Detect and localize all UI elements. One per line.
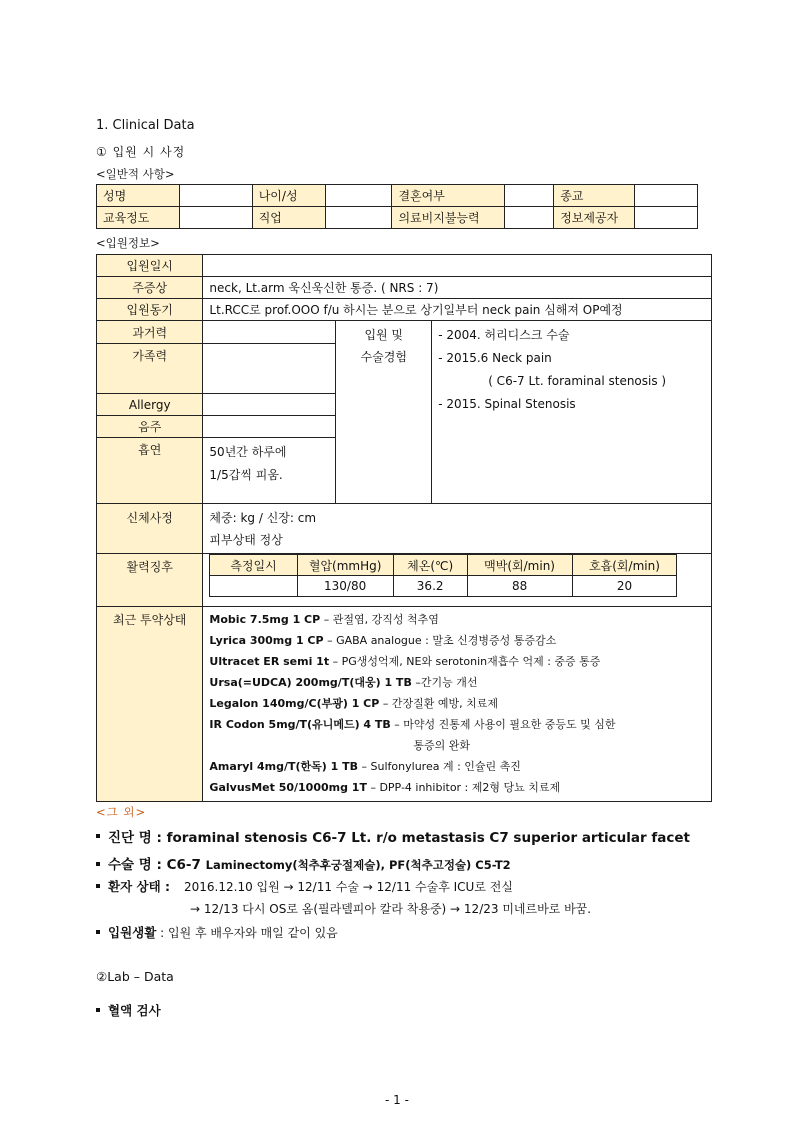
history-item: - 2015.6 Neck pain	[438, 351, 552, 365]
allergy-label: Allergy	[97, 394, 203, 416]
vital-value: 88	[467, 576, 572, 597]
lab-data-title: ②Lab – Data	[96, 969, 174, 984]
history-item: ( C6-7 Lt. foraminal stenosis )	[488, 374, 667, 388]
age-sex-value[interactable]	[325, 185, 392, 207]
general-info-table	[96, 184, 698, 229]
medication-name: Amaryl 4mg/T(한독) 1 TB	[209, 760, 359, 773]
hospital-life-text: : 입원 후 배우자와 매일 같이 있음	[156, 926, 338, 940]
bullet-icon	[96, 1008, 100, 1012]
vital-signs-cell	[203, 554, 712, 607]
past-history-value[interactable]	[203, 321, 336, 344]
medication-desc: – 간장질환 예방, 치료제	[379, 697, 498, 710]
education-label: 교육정도	[97, 207, 180, 229]
other-label: <그 외>	[96, 805, 147, 819]
medication-name: GalvusMet 50/1000mg 1T	[209, 781, 367, 794]
medication-desc: – Sulfonylurea 계 : 인슐린 촉진	[358, 760, 521, 773]
medication-desc: – DPP-4 inhibitor : 제2형 당뇨 치료제	[366, 781, 561, 794]
admission-table	[96, 254, 712, 802]
diagnosis-text: 진단 명 : foraminal stenosis C6-7 Lt. r/o metastasis C7 superior articular facet	[108, 830, 690, 846]
medication-item	[209, 777, 705, 798]
name-value[interactable]	[179, 185, 252, 207]
medications-list	[203, 607, 712, 802]
admission-date-label: 입원일시	[97, 255, 203, 277]
patient-status-text: 2016.12.10 입원 → 12/11 수술 → 12/11 수술후 ICU로 전실	[184, 880, 513, 894]
medication-name: Ursa(=UDCA) 200mg/T(대웅) 1 TB	[209, 676, 412, 689]
vital-value: 20	[572, 576, 677, 597]
motive-value: Lt.RCC로 prof.OOO f/u 하시는 분으로 상기일부터 neck pain 심해져 OP예정	[203, 299, 712, 321]
education-value[interactable]	[179, 207, 252, 229]
hospital-life-label: 입원생활	[108, 925, 157, 940]
bullet-icon	[96, 834, 100, 838]
allergy-value[interactable]	[203, 394, 336, 416]
smoking-label: 흡연	[97, 438, 203, 504]
vital-signs-label: 활력징후	[97, 554, 203, 607]
hospital-life-line	[96, 923, 338, 941]
medication-desc: –간기능 개선	[411, 676, 478, 689]
medication-item	[209, 756, 705, 777]
diagnosis-line	[96, 826, 690, 846]
medication-desc: – GABA analogue : 말초 신경병증성 통증감소	[323, 634, 557, 647]
history-item: - 2015. Spinal Stenosis	[438, 397, 576, 411]
medication-item	[209, 735, 705, 756]
job-value[interactable]	[325, 207, 392, 229]
vital-header: 호흡(회/min)	[572, 555, 677, 576]
family-history-label: 가족력	[97, 344, 203, 394]
age-sex-label: 나이/성	[252, 185, 325, 207]
marital-value[interactable]	[505, 185, 554, 207]
religion-label: 종교	[554, 185, 635, 207]
page-number: - 1 -	[385, 1093, 409, 1107]
history-list	[432, 321, 712, 504]
patient-status-line2: → 12/13 다시 OS로 옴(필라델피아 칼라 착용중) → 12/23 미네르바로 바꿈.	[190, 902, 592, 916]
drinking-label: 음주	[97, 416, 203, 438]
surgery-text: Laminectomy(척추후궁절제술), PF(척추고정술) C5-T2	[205, 858, 511, 872]
medication-name: Lyrica 300mg 1 CP	[209, 634, 324, 647]
marital-label: 결혼여부	[392, 185, 505, 207]
medication-name: Legalon 140mg/C(부광) 1 CP	[209, 697, 380, 710]
patient-status-line	[96, 877, 513, 895]
medication-name: Ultracet ER semi 1t	[209, 655, 330, 668]
smoking-line: 50년간 하루에	[209, 445, 287, 459]
medication-item	[209, 714, 705, 735]
admission-date-value[interactable]	[203, 255, 712, 277]
medication-item	[209, 651, 705, 672]
payment-label: 의료비지불능력	[392, 207, 505, 229]
past-history-label: 과거력	[97, 321, 203, 344]
vital-header: 혈압(mmHg)	[297, 555, 393, 576]
medication-item	[209, 609, 705, 630]
body-assessment-label: 신체사정	[97, 504, 203, 554]
smoking-line: 1/5갑씩 피움.	[209, 468, 283, 482]
informant-value[interactable]	[635, 207, 698, 229]
informant-label: 정보제공자	[554, 207, 635, 229]
vital-signs-table	[209, 554, 677, 597]
vital-header: 측정일시	[210, 555, 297, 576]
complaint-label: 주증상	[97, 277, 203, 299]
history-label	[336, 321, 432, 504]
blood-test-label: 혈액 검사	[108, 1003, 161, 1018]
bullet-icon	[96, 884, 100, 888]
vital-header: 맥박(회/min)	[467, 555, 572, 576]
body-line: 체중: kg / 신장: cm	[209, 510, 317, 525]
medication-name: Mobic 7.5mg 1 CP	[209, 613, 321, 626]
vital-value: 130/80	[297, 576, 393, 597]
body-line: 피부상태 정상	[209, 532, 283, 547]
medication-item	[209, 693, 705, 714]
admission-label: <입원정보>	[96, 236, 160, 250]
name-label: 성명	[97, 185, 180, 207]
general-label: <일반적 사항>	[96, 167, 175, 181]
medication-desc: – 마약성 진통제 사용이 필요한 중등도 및 심한	[390, 718, 616, 731]
job-label: 직업	[252, 207, 325, 229]
body-assessment-value	[203, 504, 712, 554]
history-label-line1: 입원 및	[364, 328, 404, 342]
bullet-icon	[96, 862, 100, 866]
surgery-line	[96, 853, 511, 873]
medication-item	[209, 630, 705, 651]
blood-test-line	[96, 1001, 161, 1019]
smoking-value	[203, 438, 336, 504]
vital-value[interactable]	[210, 576, 297, 597]
medication-name: IR Codon 5mg/T(유니메드) 4 TB	[209, 718, 391, 731]
vital-value: 36.2	[393, 576, 467, 597]
medication-desc: – 관절염, 강직성 척추염	[320, 613, 439, 626]
surgery-prefix: 수술 명 : C6-7	[108, 857, 206, 873]
medication-item	[209, 672, 705, 693]
medication-desc: 통증의 완화	[413, 739, 471, 752]
medications-label: 최근 투약상태	[97, 607, 203, 802]
section-title: 1. Clinical Data	[96, 118, 195, 133]
religion-value[interactable]	[635, 185, 698, 207]
family-history-value[interactable]	[203, 344, 336, 394]
payment-value[interactable]	[505, 207, 554, 229]
history-label-line2: 수술경험	[360, 350, 407, 364]
vital-header: 체온(℃)	[393, 555, 467, 576]
motive-label: 입원동기	[97, 299, 203, 321]
complaint-value: neck, Lt.arm 욱신욱신한 통증. ( NRS : 7)	[203, 277, 712, 299]
medication-desc: – PG생성억제, NE와 serotonin재흡수 억제 : 중증 통증	[329, 655, 601, 668]
bullet-icon	[96, 930, 100, 934]
history-item: - 2004. 허리디스크 수술	[438, 328, 570, 342]
subsection-title: ① 입원 시 사정	[96, 145, 186, 159]
patient-status-label: 환자 상태 :	[108, 879, 171, 894]
drinking-value[interactable]	[203, 416, 336, 438]
